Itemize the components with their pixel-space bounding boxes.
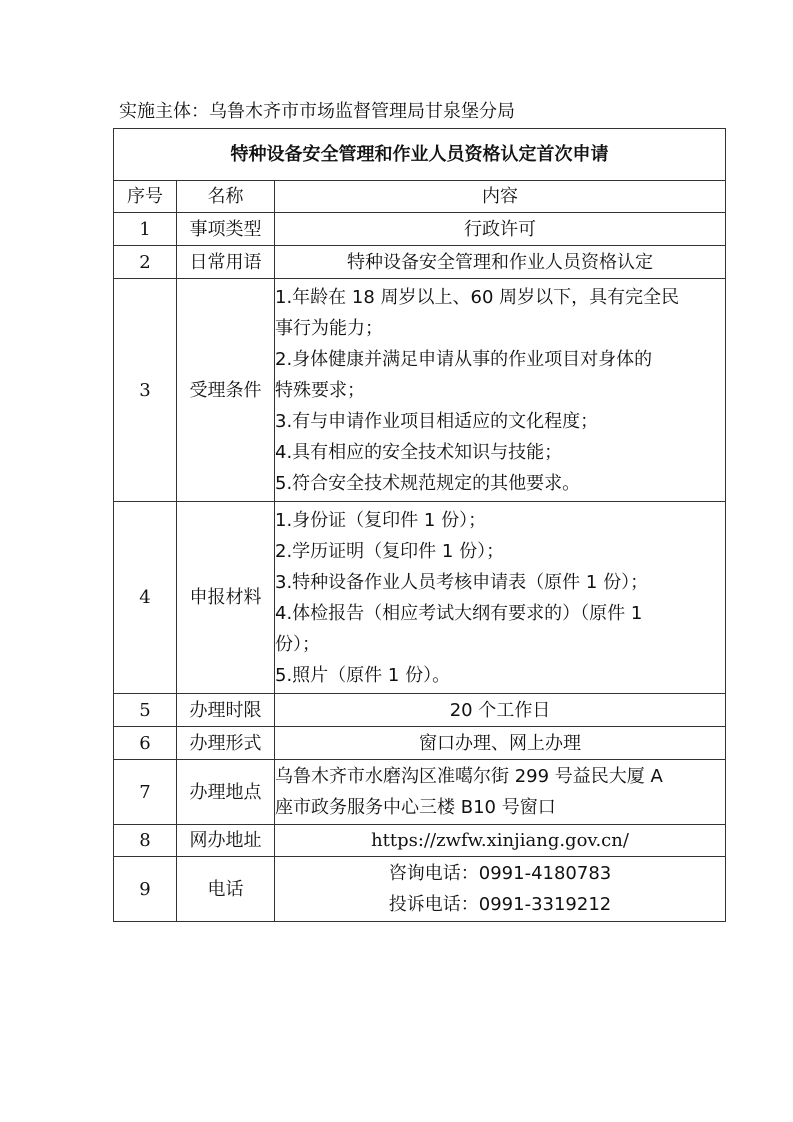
row-name: 电话 (177, 857, 275, 922)
content-line: 行政许可 (464, 218, 536, 240)
row-seq: 4 (114, 502, 177, 694)
content-line: 20 个工作日 (449, 699, 551, 721)
column-header-content: 内容 (275, 181, 726, 213)
row-content (275, 760, 726, 825)
table-row (114, 857, 726, 922)
row-seq: 7 (114, 760, 177, 825)
row-name: 申报材料 (177, 502, 275, 694)
column-header-name: 名称 (177, 181, 275, 213)
row-seq: 2 (114, 246, 177, 279)
row-content (275, 694, 726, 727)
content-line: 特种设备安全管理和作业人员资格认定 (347, 251, 653, 273)
row-content (275, 857, 726, 922)
content-line: 1.年龄在 18 周岁以上、60 周岁以下，具有完全民 (275, 286, 680, 308)
content-line: 4.具有相应的安全技术知识与技能； (275, 441, 563, 463)
content-line: 3.有与申请作业项目相适应的文化程度； (275, 410, 599, 432)
row-content (275, 727, 726, 760)
row-content (275, 825, 726, 857)
content-line: 5.符合安全技术规范规定的其他要求。 (275, 472, 581, 494)
content-line: 1.身份证（复印件 1 份）； (275, 509, 487, 531)
content-line: 乌鲁木齐市水磨沟区准噶尔街 299 号益民大厦 A (275, 766, 663, 787)
content-line: 5.照片（原件 1 份）。 (275, 664, 451, 686)
table-header-row (114, 181, 726, 213)
content-line: 座市政务服务中心三楼 B10 号窗口 (275, 797, 556, 818)
consult-phone: 咨询电话：0991-4180783 (388, 863, 612, 884)
table-row (114, 279, 726, 502)
row-name: 日常用语 (177, 246, 275, 279)
content-line: 4.体检报告（相应考试大纲有要求的）（原件 1 (275, 602, 643, 624)
content-line: 特殊要求； (275, 379, 365, 401)
website-link[interactable]: https://zwfw.xinjiang.gov.cn/ (371, 830, 629, 851)
content-line: 3.特种设备作业人员考核申请表（原件 1 份）； (275, 571, 649, 593)
row-seq: 5 (114, 694, 177, 727)
table-row (114, 727, 726, 760)
row-name: 办理地点 (177, 760, 275, 825)
row-content (275, 279, 726, 502)
table-row (114, 213, 726, 246)
content-line: 窗口办理、网上办理 (419, 732, 581, 754)
table-title: 特种设备安全管理和作业人员资格认定首次申请 (114, 129, 726, 181)
row-seq: 1 (114, 213, 177, 246)
row-content (275, 213, 726, 246)
implementing-agency-line: 实施主体：乌鲁木齐市市场监督管理局甘泉堡分局 (119, 101, 515, 122)
row-content (275, 246, 726, 279)
row-seq: 6 (114, 727, 177, 760)
table-row (114, 502, 726, 694)
content-line: 2.身体健康并满足申请从事的作业项目对身体的 (275, 348, 653, 370)
table-row (114, 246, 726, 279)
table-row (114, 694, 726, 727)
row-seq: 3 (114, 279, 177, 502)
row-seq: 8 (114, 825, 177, 857)
row-seq: 9 (114, 857, 177, 922)
service-item-table (113, 128, 726, 922)
column-header-seq: 序号 (114, 181, 177, 213)
table-row (114, 760, 726, 825)
row-name: 事项类型 (177, 213, 275, 246)
row-name: 办理时限 (177, 694, 275, 727)
row-name: 网办地址 (177, 825, 275, 857)
row-name: 办理形式 (177, 727, 275, 760)
table-title-row (114, 129, 726, 181)
complaint-phone: 投诉电话：0991-3319212 (388, 894, 612, 915)
content-line: 份）； (275, 633, 320, 655)
row-content (275, 502, 726, 694)
content-line: 2.学历证明（复印件 1 份）； (275, 540, 505, 562)
row-name: 受理条件 (177, 279, 275, 502)
table-row (114, 825, 726, 857)
content-line: 事行为能力； (275, 317, 383, 339)
